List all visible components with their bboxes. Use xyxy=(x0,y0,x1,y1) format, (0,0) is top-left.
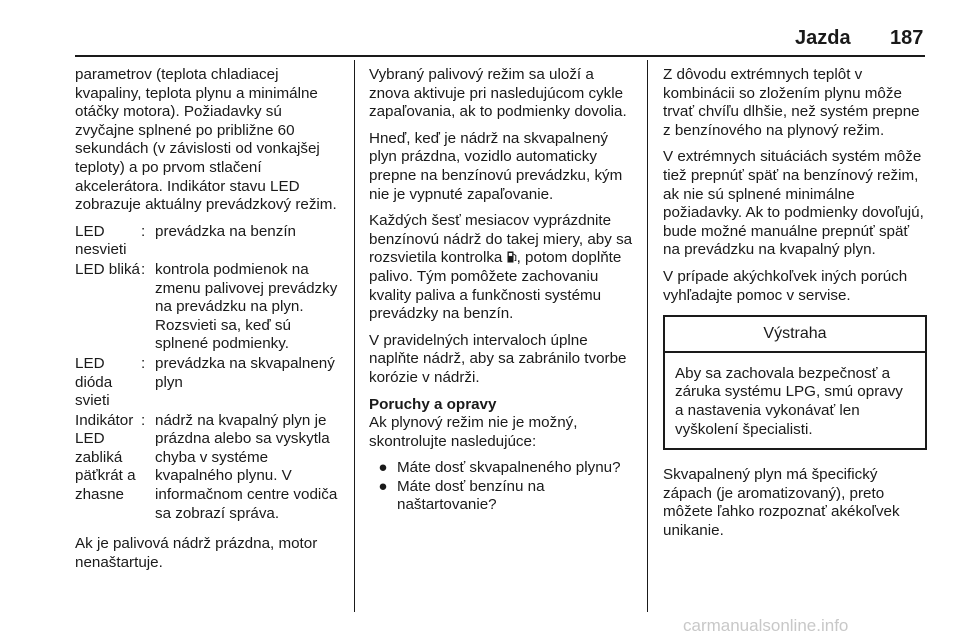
col2-paragraph-3-b: , potom doplňte palivo. Tým pomôžete zachovaniu kvality paliva a funkčnosti systému prevádzky na benzín. xyxy=(369,249,622,323)
col2-paragraph-1: Vybraný palivový režim sa uloží a znova aktivuje pri nasledujúcom cykle zapaľovania, ak to podmienky dovolia. xyxy=(369,66,627,121)
led-desc: kontrola podmienok na zmenu palivovej prevádzky na prevádzku na plyn. Rozsvieti sa, keď sú splnené podmienky. xyxy=(155,260,338,353)
col3-paragraph-3: V prípade akýchkoľvek iných porúch vyhľadajte pomoc v servise. xyxy=(663,267,908,304)
column-divider-1 xyxy=(354,60,355,612)
led-status-table xyxy=(75,223,345,524)
led-row xyxy=(75,355,345,411)
led-colon: : xyxy=(141,411,146,429)
checklist xyxy=(369,459,635,515)
column-3 xyxy=(663,66,927,548)
led-term: Indikátor LED zabliká päťkrát a zhasne xyxy=(75,411,136,504)
column-2 xyxy=(369,66,635,523)
page-section-title: Jazda xyxy=(795,27,851,49)
list-item-text: Máte dosť skvapalneného plynu? xyxy=(397,459,621,477)
page-number: 187 xyxy=(890,27,924,49)
bullet-dot: ● xyxy=(378,459,388,477)
led-term: LED nesvieti xyxy=(75,222,127,259)
col2-paragraph-3 xyxy=(369,212,635,324)
led-colon: : xyxy=(141,222,146,240)
col1-intro: parametrov (teplota chladiacej kvapaliny, teplota plynu a minimálne otáčky motora). Požiadavky sú zvyčajne splnené po približne 60 sekundách (v závislosti od vonkajšej teploty) a po prvom stlačení akcelerátora. Indikátor stavu LED zobrazuje aktuálny prevádzkový režim. xyxy=(75,66,337,214)
led-colon: : xyxy=(141,260,146,278)
list-item-text: Máte dosť benzínu na naštartovanie? xyxy=(397,477,545,514)
warning-body: Aby sa zachovala bezpečnosť a záruka systému LPG, smú opravy a nastavenia vykonávať len vyškolení špecialisti. xyxy=(675,364,903,438)
column-divider-2 xyxy=(647,60,648,612)
led-row xyxy=(75,412,345,524)
warning-box xyxy=(663,315,927,450)
col3-paragraph-4: Skvapalnený plyn má špecifický zápach (je aromatizovaný), preto môžete ľahko rozpoznať akékoľvek unikanie. xyxy=(663,466,900,539)
col2-paragraph-5: Ak plynový režim nie je možný, skontrolujte nasledujúce: xyxy=(369,414,578,450)
led-desc: prevádzka na benzín xyxy=(155,222,297,240)
col1-outro: Ak je palivová nádrž prázdna, motor nenaštartuje. xyxy=(75,535,318,571)
col2-paragraph-3-a: Každých šesť mesiacov vyprázdnite benzínovú nádrž do takej miery, aby sa rozsvietila kontrolka xyxy=(369,212,633,267)
col2-paragraph-2: Hneď, keď je nádrž na skvapalnený plyn prázdna, vozidlo automaticky prepne na benzínovú prevádzku, kým nie je vypnuté zapaľovanie. xyxy=(369,129,623,203)
led-desc: prevádzka na skvapalnený plyn xyxy=(155,354,335,391)
subheading-faults: Poruchy a opravy xyxy=(369,395,497,413)
header-rule xyxy=(75,55,925,57)
led-row xyxy=(75,261,345,354)
col3-paragraph-2: V extrémnych situáciách systém môže tiež prepnúť späť na benzínový režim, ak nie sú splnené minimálne požiadavky. Ak to podmienky dovoľujú, bude možné manuálne prepnúť späť na prevádzku na kvapalný plyn. xyxy=(663,148,924,259)
led-term: LED bliká xyxy=(75,260,140,278)
col2-paragraph-4: V pravidelných intervaloch úplne naplňte nádrž, aby sa zabránilo tvorbe korózie v nádrži. xyxy=(369,331,627,386)
led-desc: nádrž na kvapalný plyn je prázdna alebo sa vyskytla chyba v systéme kvapalného plynu. V informačnom centre vodiča sa zobrazí správa. xyxy=(155,411,338,522)
list-item xyxy=(369,459,635,478)
bullet-dot: ● xyxy=(378,477,388,495)
warning-title: Výstraha xyxy=(665,317,925,353)
watermark: carmanualsonline.info xyxy=(683,616,849,635)
column-1 xyxy=(75,66,345,580)
led-term: LED dióda svieti xyxy=(75,354,113,410)
list-item xyxy=(369,478,635,515)
led-row xyxy=(75,223,345,260)
col3-paragraph-1: Z dôvodu extrémnych teplôt v kombinácii so zložením plynu môže trvať chvíľu dlhšie, než systém prepne z benzínového na plynový režim. xyxy=(663,66,920,139)
led-colon: : xyxy=(141,354,146,372)
fuel-pump-icon xyxy=(507,251,517,263)
